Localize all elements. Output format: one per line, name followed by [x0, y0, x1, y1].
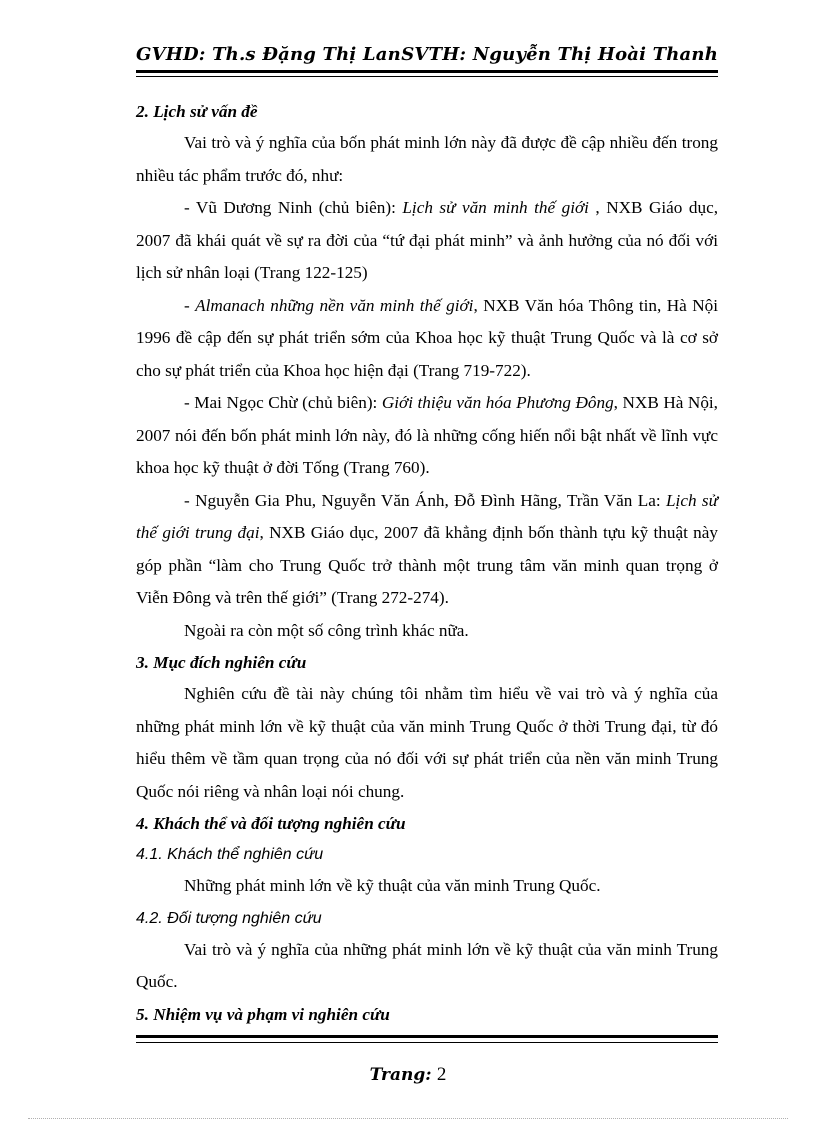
section-4-title: 4. Khách thể và đối tượng nghiên cứu [136, 814, 406, 833]
reference-4-book: Lịch sử thế giới trung đại [136, 490, 718, 542]
reference-4-rest: , NXB Giáo dục, 2007 đã khẳng định bốn thành tựu kỹ thuật này góp phần “làm cho Trung Quốc trở thành một trung tâm văn minh quan trọng ở Viễn Đông và trên thế giới” (Trang 272-274). [136, 523, 718, 607]
section-4-2-body: Vai trò và ý nghĩa của những phát minh lớn về kỹ thuật của văn minh Trung Quốc. [136, 939, 718, 991]
reference-2-dash: - [184, 295, 196, 315]
footer-rule-thin [136, 1042, 718, 1043]
reference-4 [136, 485, 718, 615]
reference-1-book: Lịch sử văn minh thế giới [402, 198, 589, 217]
section-4-1-body: Những phát minh lớn về kỹ thuật của văn minh Trung Quốc. [184, 876, 601, 895]
header-student: SVTH: Nguyễn Thị Hoài Thanh [401, 44, 718, 65]
section-4-1-title: 4.1. Khách thể nghiên cứu [136, 846, 324, 863]
reference-3-author: - Mai Ngọc Chừ (chủ biên): [184, 393, 382, 412]
section-5-title: 5. Nhiệm vụ và phạm vi nghiên cứu [136, 1004, 390, 1024]
reference-4-author: - Nguyễn Gia Phu, Nguyễn Văn Ánh, Đỗ Đình Hãng, Trần Văn La: [184, 490, 666, 510]
reference-2-rest: , NXB Văn hóa Thông tin, Hà Nội 1996 đề cập đến sự phát triển sớm của Khoa học kỹ thuật Trung Quốc và là cơ sở cho sự phát triển của Khoa học hiện đại (Trang 719-722). [136, 295, 718, 380]
page-number: 2 [436, 1064, 447, 1085]
header-supervisor: GVHD: Th.s Đặng Thị Lan [136, 44, 401, 65]
page-footer [0, 1064, 816, 1086]
footer-rule-thick [136, 1035, 718, 1038]
header-rule-thick [136, 70, 718, 73]
reference-3 [136, 387, 718, 485]
section-2-other: Ngoài ra còn một số công trình khác nữa. [184, 620, 469, 640]
reference-2 [136, 290, 718, 388]
section-2-intro: Vai trò và ý nghĩa của bốn phát minh lớn này đã được đề cập nhiều đến trong nhiều tác phẩm trước đó, như: [136, 133, 718, 185]
section-2-title: 2. Lịch sử vấn đề [136, 102, 258, 121]
page-body [136, 96, 718, 1030]
header-rule-thin [136, 76, 718, 77]
page-header [136, 42, 718, 70]
page-label: Trang: [369, 1065, 432, 1085]
reference-1-author: - Vũ Dương Ninh (chủ biên): [184, 198, 403, 217]
reference-2-book: Almanach những nền văn minh thế giới [195, 295, 474, 315]
section-3-title: 3. Mục đích nghiên cứu [136, 653, 307, 672]
reference-3-rest: , NXB Hà Nội, 2007 nói đến bốn phát minh lớn này, đó là những cống hiến nổi bật nhất về lĩnh vực khoa học kỹ thuật ở đời Tống (Trang 760). [136, 393, 718, 477]
reference-3-book: Giới thiệu văn hóa Phương Đông [381, 393, 614, 412]
reference-1-rest: , NXB Giáo dục, 2007 đã khái quát về sự ra đời của “tứ đại phát minh” và ảnh hưởng của nó đối với lịch sử nhân loại (Trang 122-125) [136, 198, 718, 282]
section-4-2-title: 4.2. Đối tượng nghiên cứu [136, 909, 322, 927]
reference-1 [136, 192, 718, 290]
page-boundary-divider [28, 1118, 788, 1119]
section-3-body: Nghiên cứu đề tài này chúng tôi nhằm tìm hiểu về vai trò và ý nghĩa của những phát minh lớn về kỹ thuật của văn minh Trung Quốc ở thời Trung đại, từ đó hiểu thêm về tầm quan trọng của nó đối với sự phát triển của nền văn minh Trung Quốc nói riêng và nhân loại nói chung. [136, 684, 718, 801]
